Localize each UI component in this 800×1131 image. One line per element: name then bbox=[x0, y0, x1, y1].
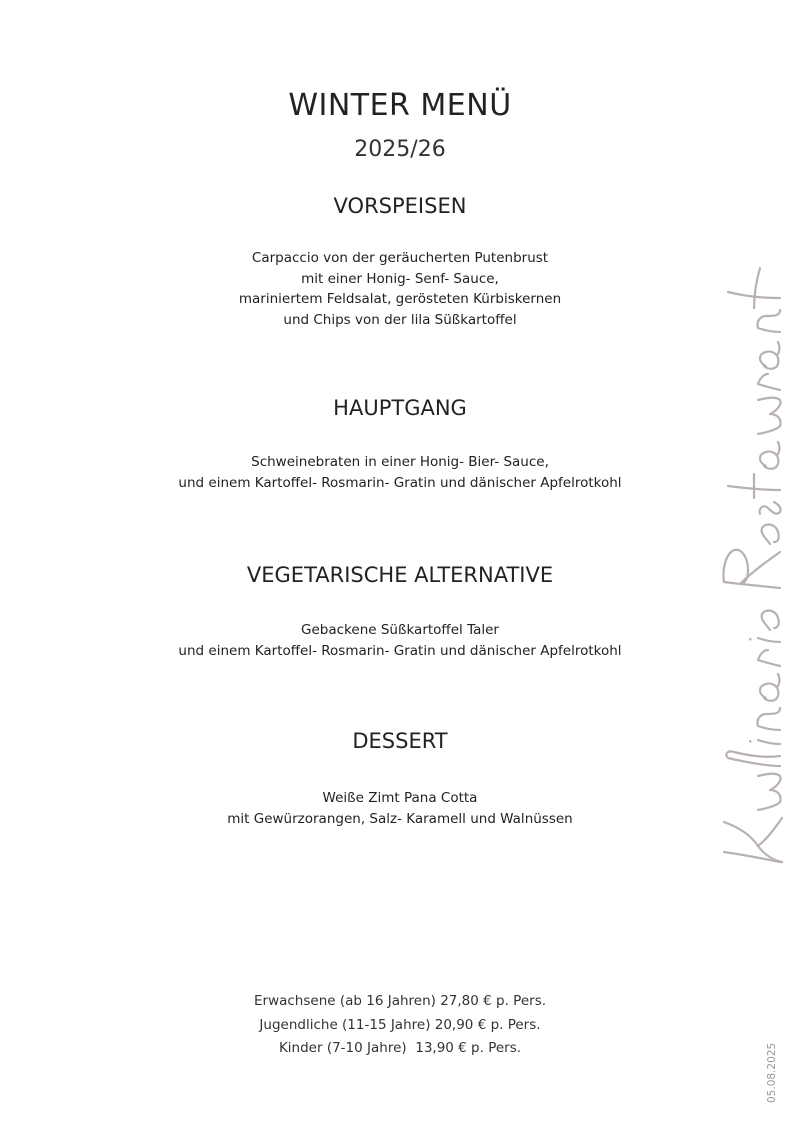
price-line-adults: Erwachsene (ab 16 Jahren) 27,80 € p. Pers. bbox=[253, 993, 547, 1009]
signature-strokes bbox=[723, 268, 782, 862]
description-line: Schweinebraten in einer Honig- Bier- Sauce, bbox=[251, 454, 549, 470]
restaurant-signature-logo bbox=[720, 262, 790, 872]
menu-season: 2025/26 bbox=[354, 137, 446, 162]
section-description-vorspeisen bbox=[0, 248, 800, 330]
section-heading-vorspeisen: VORSPEISEN bbox=[333, 194, 467, 218]
price-line-youth: Jugendliche (11-15 Jahre) 20,90 € p. Pers. bbox=[259, 1016, 541, 1033]
description-line: und Chips von der lila Süßkartoffel bbox=[283, 311, 517, 328]
section-heading-hauptgang: HAUPTGANG bbox=[333, 396, 467, 420]
description-line: und einem Kartoffel- Rosmarin- Gratin und dänischer Apfelrotkohl bbox=[178, 642, 622, 659]
section-description-dessert bbox=[0, 788, 800, 829]
description-line: Gebackene Süßkartoffel Taler bbox=[301, 622, 499, 638]
description-line: Carpaccio von der geräucherten Putenbrust bbox=[251, 250, 549, 266]
section-description-hauptgang bbox=[0, 452, 800, 493]
description-line: Weiße Zimt Pana Cotta bbox=[322, 790, 478, 806]
price-list bbox=[0, 990, 800, 1061]
description-line: mit Gewürzorangen, Salz- Karamell und Walnüssen bbox=[227, 810, 573, 827]
section-heading-vegetarische-alternative: VEGETARISCHE ALTERNATIVE bbox=[246, 563, 554, 587]
menu-title: WINTER MENÜ bbox=[288, 88, 512, 123]
description-line: mit einer Honig- Senf- Sauce, bbox=[301, 270, 499, 287]
section-description-vegetarische-alternative bbox=[0, 620, 800, 661]
price-line-children: Kinder (7-10 Jahre) 13,90 € p. Pers. bbox=[278, 1040, 522, 1056]
section-heading-dessert: DESSERT bbox=[352, 729, 448, 753]
document-date: 05.08.2025 bbox=[766, 1042, 778, 1103]
description-line: und einem Kartoffel- Rosmarin- Gratin und dänischer Apfelrotkohl bbox=[178, 474, 622, 491]
description-line: mariniertem Feldsalat, gerösteten Kürbiskernen bbox=[238, 291, 562, 307]
